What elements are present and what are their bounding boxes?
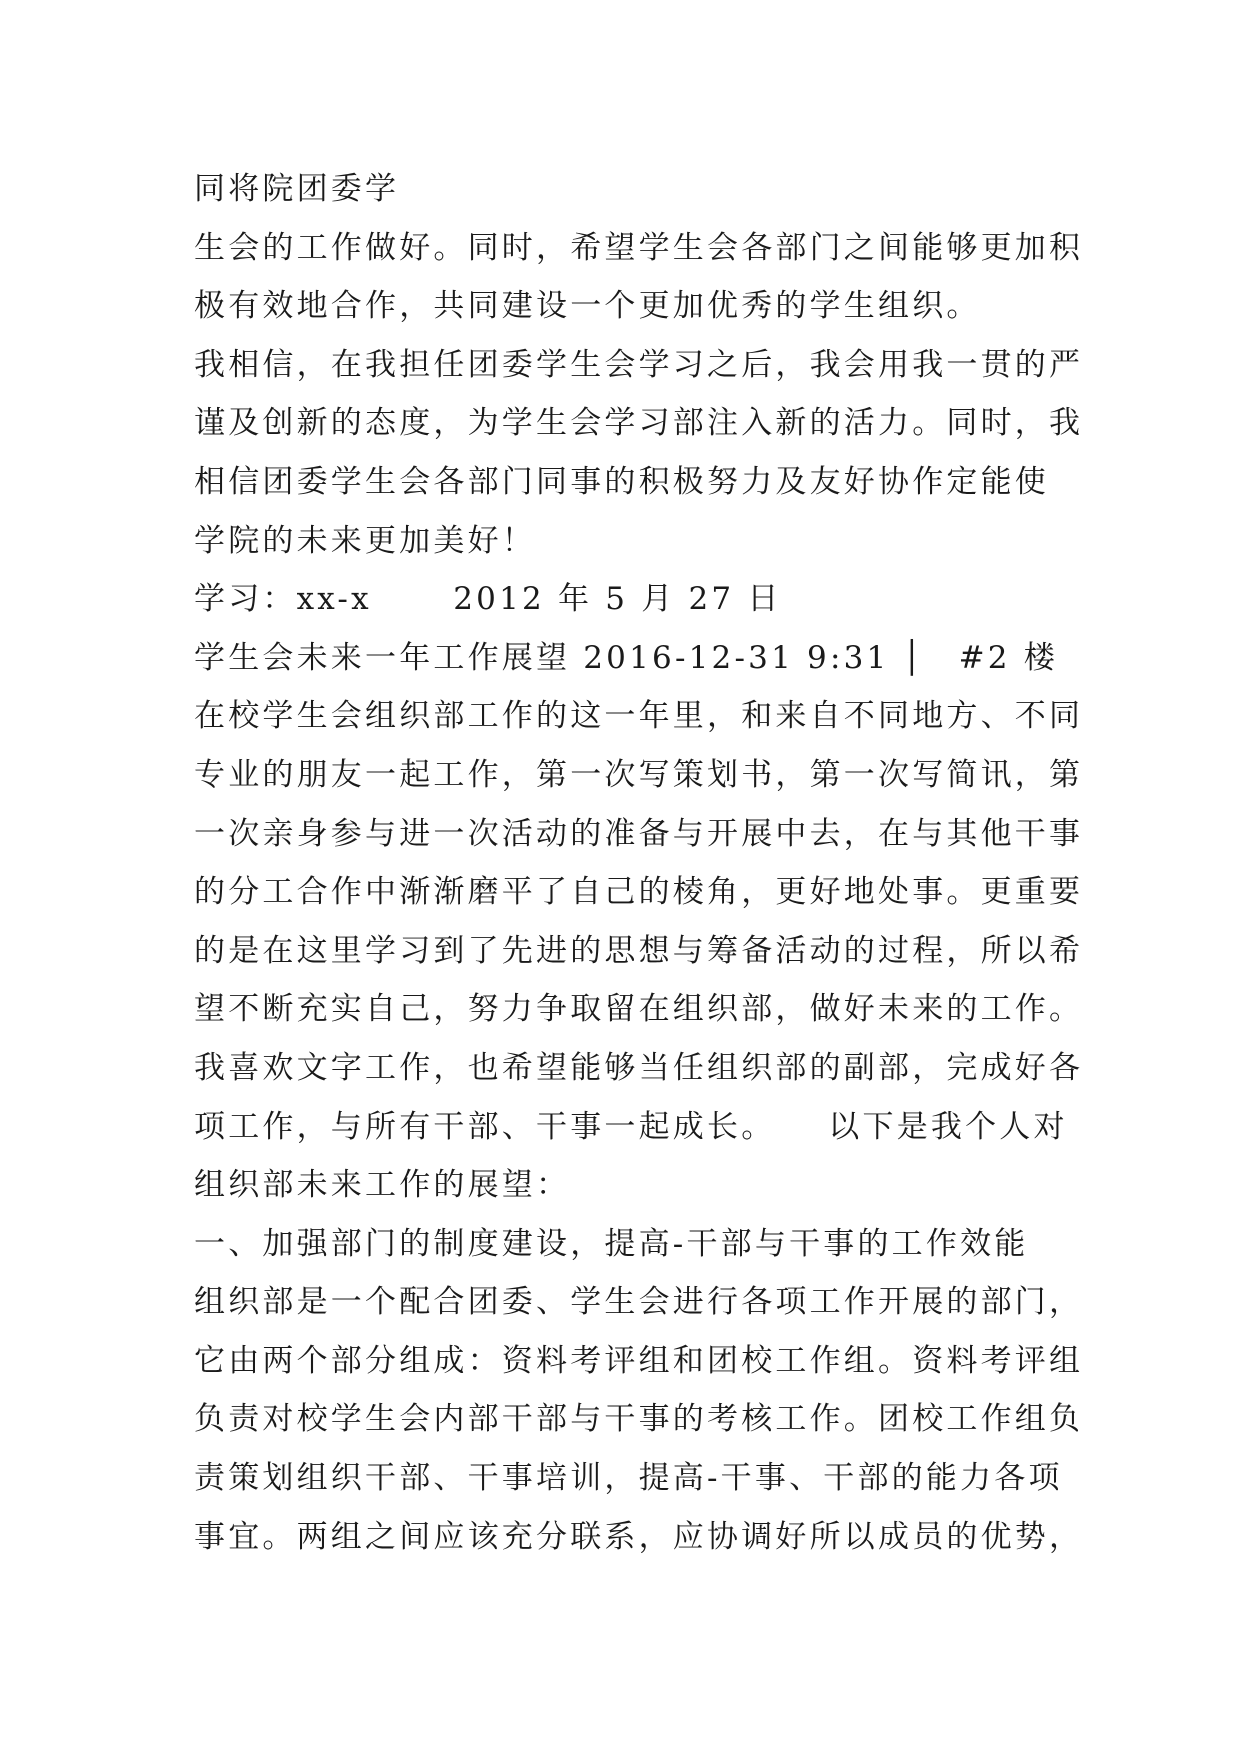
text-line: 事宜。两组之间应该充分联系，应协调好所以成员的优势， [194, 1518, 1084, 1555]
text-line: 学院的未来更加美好！ [194, 522, 536, 559]
text-line: 组织部未来工作的展望： [194, 1167, 571, 1204]
text-line: 负责对校学生会内部干部与干事的考核工作。团校工作组负 [194, 1401, 1084, 1438]
document-body [194, 160, 1084, 1566]
text-line: 责策划组织干部、干事培训，提高-干事、干部的能力各项 [194, 1460, 1063, 1497]
text-line: 望不断充实自己，努力争取留在组织部，做好未来的工作。 [194, 991, 1084, 1028]
text-line: 生会的工作做好。同时，希望学生会各部门之间能够更加积 [194, 229, 1084, 266]
text-line: 一次亲身参与进一次活动的准备与开展中去，在与其他干事 [194, 815, 1084, 852]
text-line: 专业的朋友一起工作，第一次写策划书，第一次写简讯，第 [194, 756, 1084, 793]
text-line: 它由两个部分组成：资料考评组和团校工作组。资料考评组 [194, 1342, 1084, 1379]
text-line: 极有效地合作，共同建设一个更加优秀的学生组织。 [194, 288, 981, 325]
post-heading-line: 学生会未来一年工作展望 2016-12-31 9:31 │ #2 楼 [194, 639, 1058, 676]
text-line: 我相信，在我担任团委学生会学习之后，我会用我一贯的严 [194, 346, 1084, 383]
text-line: 项工作，与所有干部、干事一起成长。 以下是我个人对 [194, 1108, 1068, 1145]
text-line: 的是在这里学习到了先进的思想与筹备活动的过程，所以希 [194, 932, 1084, 969]
signature-date-line: 学习：xx-x 2012 年 5 月 27 日 [194, 581, 782, 618]
text-line: 相信团委学生会各部门同事的积极努力及友好协作定能使 [194, 463, 1049, 500]
text-line: 同将院团委学 [194, 171, 400, 207]
section-heading-line: 一、加强部门的制度建设，提高-干部与干事的工作效能 [194, 1225, 1029, 1262]
text-line: 我喜欢文字工作，也希望能够当任组织部的副部，完成好各 [194, 1049, 1084, 1086]
text-line: 谨及创新的态度，为学生会学习部注入新的活力。同时，我 [194, 405, 1084, 442]
text-line: 组织部是一个配合团委、学生会进行各项工作开展的部门， [194, 1284, 1084, 1321]
text-line: 的分工合作中渐渐磨平了自己的棱角，更好地处事。更重要 [194, 874, 1084, 911]
text-line: 在校学生会组织部工作的这一年里，和来自不同地方、不同 [194, 698, 1084, 735]
